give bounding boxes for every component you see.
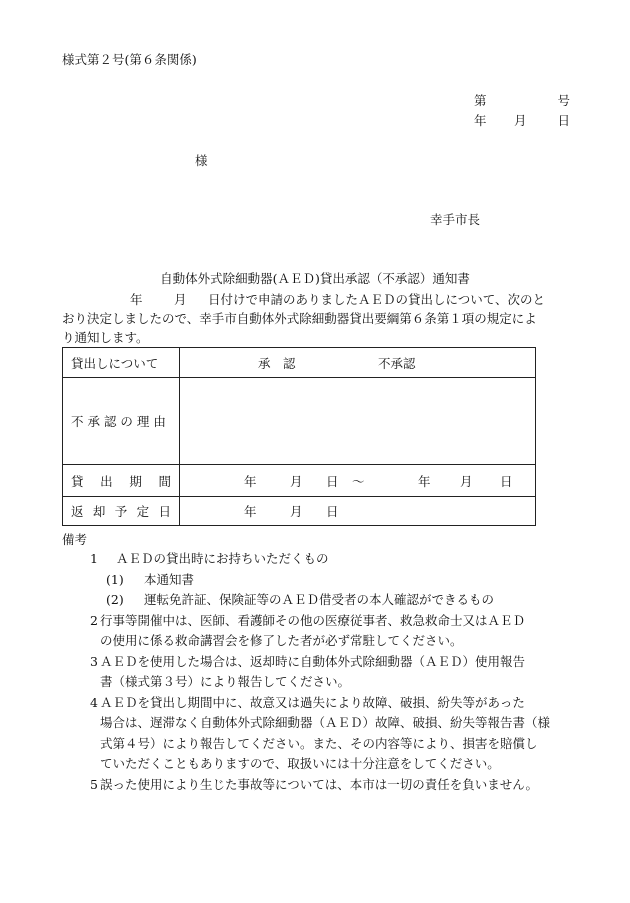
return-month: 月 — [290, 504, 303, 519]
period-label-char: 貸 — [71, 473, 84, 489]
note-number: 4 — [90, 694, 98, 710]
note-text: 運転免許証、保険証等のＡＥＤ借受者の本人確認ができるもの — [144, 592, 495, 607]
decision-cell — [180, 348, 536, 378]
period-tilde: ～ — [352, 473, 365, 489]
loan-decision-table — [62, 347, 536, 526]
note-text: 書（様式第３号）により報告してください。 — [100, 674, 351, 689]
document-title: 自動体外式除細動器(ＡＥＤ)貸出承認（不承認）通知書 — [160, 271, 470, 286]
date-day: 日 — [557, 113, 570, 128]
note-text: ＡＥＤの貸出時にお持ちいただくもの — [116, 551, 329, 566]
note-number: (1) — [106, 571, 124, 587]
return-year: 年 — [244, 504, 257, 519]
body-line-1: 日付けで申請のありましたＡＥＤの貸出しについて、次のと — [208, 292, 546, 307]
note-text: 行事等開催中は、医師、看護師その他の医療従事者、救急救命士又はＡＥＤ — [100, 612, 526, 628]
note-number: 5 — [90, 776, 98, 792]
note-text: ていただくこともありますので、取扱いには十分注意をしてください。 — [100, 756, 500, 771]
note-number: 1 — [90, 551, 98, 566]
note-text: ＡＥＤを貸出し期間中に、故意又は過失により故障、破損、紛失等があった — [100, 694, 525, 710]
list-item — [62, 693, 574, 775]
period-end-day: 日 — [500, 473, 513, 489]
return-day: 日 — [326, 504, 339, 519]
return-label — [63, 497, 180, 526]
list-item — [62, 570, 574, 591]
note-number: 3 — [90, 653, 98, 669]
list-item — [62, 590, 574, 611]
period-start-month: 月 — [290, 473, 303, 489]
return-cell — [180, 497, 536, 526]
doc-no-suffix: 号 — [557, 93, 570, 108]
note-text: の使用に係る救命講習会を修了した者が必ず常駐してください。 — [100, 633, 463, 648]
period-label-char: 期 — [129, 473, 142, 489]
list-item — [62, 549, 574, 570]
period-label — [63, 465, 180, 497]
body-year: 年 — [130, 292, 143, 307]
recipient-honorific: 様 — [195, 153, 208, 168]
period-end-month: 月 — [460, 473, 473, 489]
table-row — [63, 378, 536, 465]
note-text: 場合は、遅滞なく自動体外式除細動器（ＡＥＤ）故障、破損、紛失等報告書（様 — [100, 715, 551, 730]
list-item — [62, 611, 574, 652]
table-row — [63, 465, 536, 497]
note-text: 誤った使用により生じた事故等については、本市は一切の責任を負いません。 — [100, 776, 539, 792]
period-label-char: 間 — [158, 473, 171, 489]
table-row — [63, 348, 536, 378]
period-end-year: 年 — [418, 473, 431, 489]
period-cell — [180, 465, 536, 497]
list-item — [62, 775, 574, 796]
body-line-2: おり決定しましたので、幸手市自動体外式除細動器貸出要綱第６条第１項の規定によ — [62, 311, 537, 326]
approved-option: 承 認 — [258, 355, 296, 371]
date-month: 月 — [514, 113, 527, 128]
reason-label: 不 承 認 の 理 由 — [63, 378, 180, 465]
period-start-year: 年 — [244, 473, 257, 489]
note-text: ＡＥＤを使用した場合は、返却時に自動体外式除細動器（ＡＥＤ）使用報告 — [100, 653, 526, 669]
table-row — [63, 497, 536, 526]
issuer-name: 幸手市長 — [430, 212, 481, 227]
period-label-char: 出 — [100, 473, 113, 489]
return-label-char: 返 — [71, 504, 84, 519]
reason-cell — [180, 378, 536, 465]
period-start-day: 日 — [326, 473, 339, 489]
note-text: 式第４号）により報告してください。また、その内容等により、損害を賠償し — [100, 735, 538, 751]
body-month: 月 — [174, 292, 187, 307]
doc-no-label: 第 — [474, 93, 487, 108]
note-text: 本通知書 — [144, 571, 195, 587]
not-approved-option: 不承認 — [378, 355, 416, 371]
body-line-3: り通知します。 — [62, 330, 149, 345]
form-number: 様式第２号(第６条関係) — [62, 52, 197, 67]
body-paragraph — [62, 290, 574, 347]
return-label-char: 日 — [158, 504, 171, 519]
note-number: 2 — [90, 612, 98, 628]
return-label-char: 定 — [136, 504, 150, 519]
notes-title: 備考 — [62, 532, 88, 547]
return-label-char: 却 — [92, 504, 106, 519]
note-number: (2) — [106, 592, 124, 607]
notes-list — [62, 549, 574, 795]
date-year: 年 — [474, 113, 487, 128]
loan-label: 貸出しについて — [63, 348, 180, 378]
return-label-char: 予 — [114, 504, 128, 519]
list-item — [62, 652, 574, 693]
